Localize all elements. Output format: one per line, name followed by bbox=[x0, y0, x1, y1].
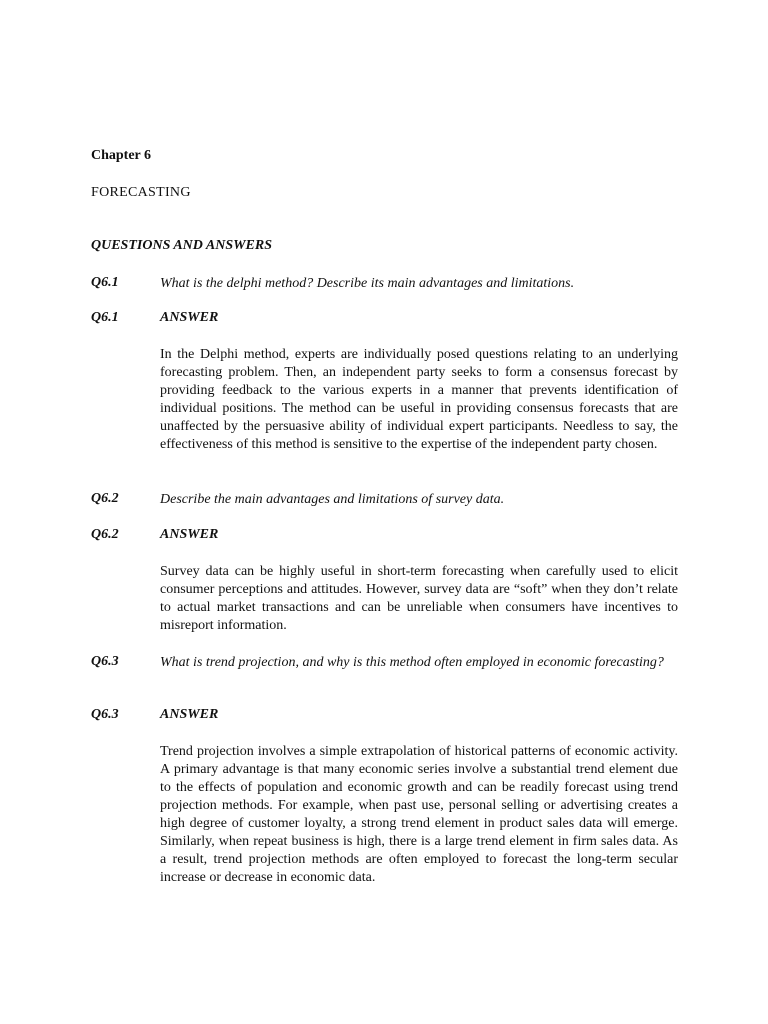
question-number: Q6.2 bbox=[91, 491, 119, 506]
answer-text: Trend projection involves a simple extrapolation of historical patterns of economic activity. A primary advantage is that many economic series involve a substantial trend element due to the effects of population and economic growth and can be readily forecast using trend projection methods. For example, when past use, personal selling or advertising creates a high degree of customer loyalty, a strong trend element in product sales data will emerge. Similarly, when repeat business is high, there is a large trend element in firm sales data. As a result, trend projection methods are often employed to forecast the long-term secular increase or decrease in economic data. bbox=[160, 744, 678, 885]
answer-number: Q6.1 bbox=[91, 310, 119, 325]
question-number: Q6.3 bbox=[91, 654, 119, 669]
question-number: Q6.1 bbox=[91, 275, 119, 290]
questions-answers-header: QUESTIONS AND ANSWERS bbox=[91, 238, 273, 253]
answer-number: Q6.3 bbox=[91, 707, 119, 722]
answer-label: ANSWER bbox=[160, 527, 219, 542]
question-text: Describe the main advantages and limitations of survey data. bbox=[160, 492, 505, 507]
question-text: What is the delphi method? Describe its main advantages and limitations. bbox=[160, 276, 575, 291]
answer-text: In the Delphi method, experts are individually posed questions relating to an underlying forecasting problem. Then, an independent party seeks to form a consensus forecast by providing feedback to the various experts in a manner that prevents identification of individual positions. The method can be useful in providing consensus forecasts that are unaffected by the persuasive ability of individual expert participants. Needless to say, the effectiveness of this method is sensitive to the expertise of the independent party chosen. bbox=[160, 347, 678, 452]
answer-label: ANSWER bbox=[160, 310, 219, 325]
chapter-title: FORECASTING bbox=[91, 185, 191, 200]
answer-text: Survey data can be highly useful in short-term forecasting when carefully used to elicit consumer perceptions and attitudes. However, survey data are “soft” when they don’t relate to actual market transactions and can be unreliable when consumers have incentives to misreport information. bbox=[160, 564, 678, 633]
chapter-heading: Chapter 6 bbox=[91, 148, 152, 163]
answer-label: ANSWER bbox=[160, 707, 219, 722]
answer-number: Q6.2 bbox=[91, 527, 119, 542]
question-text: What is trend projection, and why is this method often employed in economic forecasting? bbox=[160, 655, 664, 670]
